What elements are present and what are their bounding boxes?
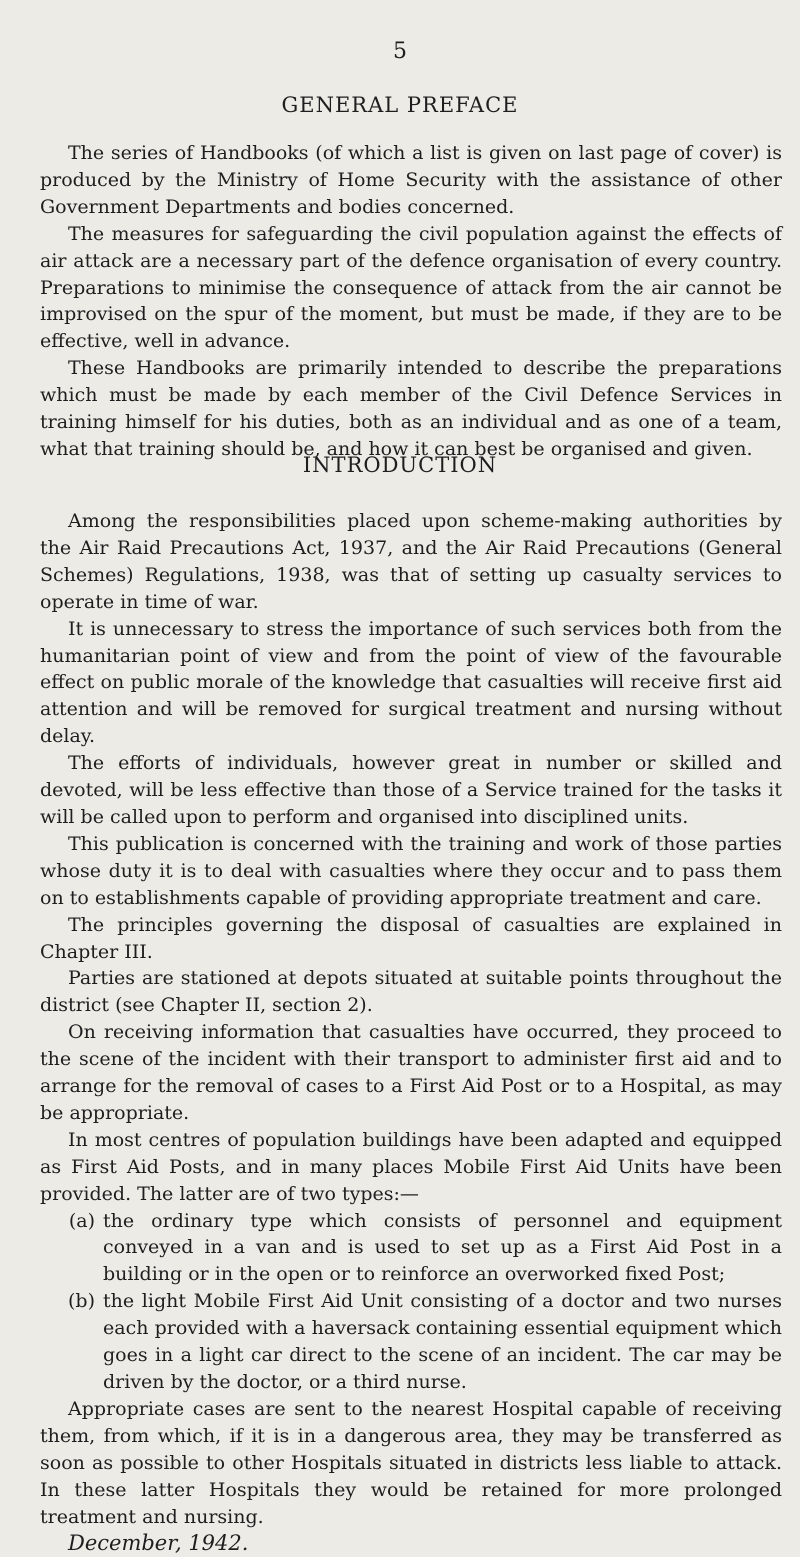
introduction-body (40, 508, 782, 1557)
list-item-label: (b) (68, 1290, 95, 1313)
list-item-text: the ordinary type which consists of personnel and equipment conveyed in a van and is used to set up as a First Aid Post in a building or in the open or to reinforce an overworked fixed Post; (103, 1209, 782, 1286)
intro-closing-paragraph: Appropriate cases are sent to the nearest Hospital capable of receiving them, from which, if it is in a dangerous area, they may be transferred as soon as possible to other Hospitals situated in districts less liable to attack. In these latter Hospitals they would be retained for more prolonged treatment and nursing. (40, 1397, 782, 1528)
intro-paragraph: On receiving information that casualties have occurred, they proceed to the scene of the incident with their transport to administer first aid and to arrange for the removal of cases to a First Aid Post or to a Hospital, as may be appropriate. (40, 1021, 782, 1124)
general-preface-heading: GENERAL PREFACE (281, 93, 519, 117)
introduction-heading: INTRODUCTION (302, 453, 498, 477)
preface-body (40, 140, 782, 463)
list-item (40, 1208, 782, 1289)
preface-paragraph: The measures for safeguarding the civil population against the effects of air attack are a necessary part of the defence organisation of every country. Preparations to minimise the consequence of attack from the air cannot be improvised on the spur of the moment, but must be made, if they are to be effective, well in advance. (40, 222, 782, 353)
page-number: 5 (393, 39, 407, 64)
preface-paragraph: These Handbooks are primarily intended to describe the preparations which must be made by each member of the Civil Defence Services in training himself for his duties, both as an individual and as one of a team, what that training should be, and how it can best be organised and given. (40, 357, 782, 460)
intro-paragraph: The efforts of individuals, however great in number or skilled and devoted, will be less effective than those of a Service trained for the tasks it will be called upon to perform and organised into disciplined units. (40, 752, 782, 828)
list-item (40, 1288, 782, 1396)
intro-paragraph: The principles governing the disposal of casualties are explained in Chapter III. (40, 913, 782, 963)
intro-paragraph: It is unnecessary to stress the importance of such services both from the humanitarian point of view and from the point of view of the favourable effect on public morale of the knowledge that casualties will receive first aid attention and will be removed for surgical treatment and nursing without delay. (40, 617, 782, 748)
preface-paragraph: The series of Handbooks (of which a list is given on last page of cover) is produced by the Ministry of Home Security with the assistance of other Government Departments and bodies concerned. (40, 142, 782, 218)
list-item-text: the light Mobile First Aid Unit consisting of a doctor and two nurses each provided with a haversack containing essential equipment which goes in a light car direct to the scene of an incident. The car may be driven by the doctor, or a third nurse. (103, 1290, 782, 1393)
intro-paragraph: Among the responsibilities placed upon scheme-making authorities by the Air Raid Precautions Act, 1937, and the Air Raid Precautions (General Schemes) Regulations, 1938, was that of setting up casualty services to operate in time of war. (40, 510, 782, 613)
intro-paragraph: Parties are stationed at depots situated at suitable points throughout the district (see Chapter II, section 2). (40, 967, 782, 1017)
intro-paragraph: In most centres of population buildings have been adapted and equipped as First Aid Posts, and in many places Mobile First Aid Units have been provided. The latter are of two types:— (40, 1128, 782, 1205)
intro-paragraph: This publication is concerned with the training and work of those parties whose duty it is to deal with casualties where they occur and to pass them on to establishments capable of providing appropriate treatment and care. (40, 832, 782, 909)
publication-date: December, 1942. (68, 1531, 249, 1556)
list-item-label: (a) (68, 1209, 95, 1232)
